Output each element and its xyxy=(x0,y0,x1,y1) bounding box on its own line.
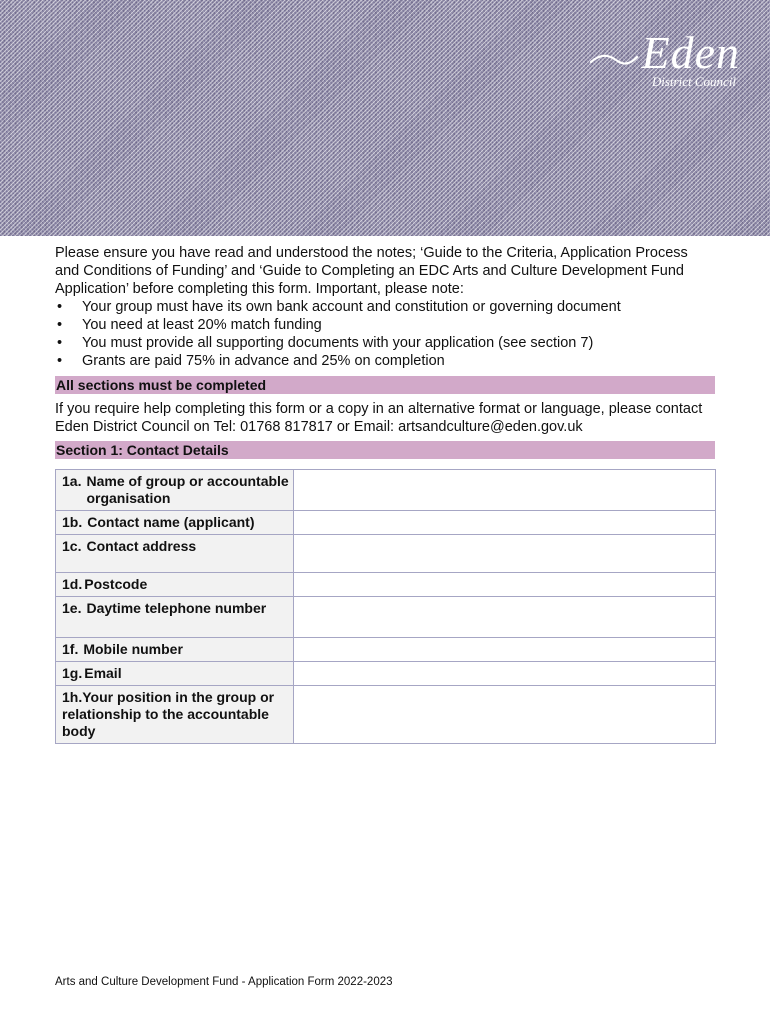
contact-name-field[interactable] xyxy=(294,511,716,535)
table-row xyxy=(56,597,716,638)
field-label-cell xyxy=(56,597,294,638)
field-label-cell xyxy=(56,638,294,662)
logo-wordmark: Eden xyxy=(641,27,740,78)
field-number: 1d. xyxy=(62,576,83,592)
daytime-telephone-field[interactable] xyxy=(294,597,716,638)
field-label-cell xyxy=(56,662,294,686)
table-row xyxy=(56,511,716,535)
requirements-list xyxy=(55,298,715,370)
field-label-cell xyxy=(56,535,294,573)
logo-subtitle: District Council xyxy=(651,74,736,89)
field-number: 1g. xyxy=(62,665,83,681)
page-footer: Arts and Culture Development Fund - Application Form 2022-2023 xyxy=(55,976,393,988)
section-1-heading: Section 1: Contact Details xyxy=(55,441,715,459)
field-label-cell xyxy=(56,470,294,511)
field-number: 1e. xyxy=(62,600,82,616)
table-row xyxy=(56,638,716,662)
field-label: Name of group or accountable organisation xyxy=(86,473,289,506)
mobile-number-field[interactable] xyxy=(294,638,716,662)
field-label: Postcode xyxy=(84,576,148,592)
group-name-field[interactable] xyxy=(294,470,716,511)
field-label-cell xyxy=(56,573,294,597)
all-sections-notice: All sections must be completed xyxy=(55,376,715,394)
table-row xyxy=(56,470,716,511)
requirement-item: • Your group must have its own bank account and constitution or governing document xyxy=(55,298,715,316)
field-number: 1a. xyxy=(62,473,82,489)
field-label-cell xyxy=(56,686,294,744)
field-label: Mobile number xyxy=(83,641,183,657)
field-label: Contact address xyxy=(86,538,197,554)
eden-district-council-logo xyxy=(590,26,740,96)
eden-swash-logo-icon xyxy=(590,52,638,66)
intro-paragraph: Please ensure you have read and understood the notes; ‘Guide to the Criteria, Application Process and Conditions of Funding’ and ‘Guide to Completing an EDC Arts and Culture Development Fund Application’ before completing this form. Important, please note: xyxy=(55,245,688,297)
requirement-item: • You need at least 20% match funding xyxy=(55,316,715,334)
requirement-item: • You must provide all supporting documents with your application (see section 7) xyxy=(55,334,715,352)
field-label-cell xyxy=(56,511,294,535)
field-label: Contact name (applicant) xyxy=(87,514,255,530)
position-in-group-field[interactable] xyxy=(294,686,716,744)
field-number: 1h. xyxy=(62,689,83,705)
table-row xyxy=(56,686,716,744)
header-banner xyxy=(0,0,770,236)
intro-section xyxy=(55,244,715,370)
contact-details-table xyxy=(55,469,716,744)
table-row xyxy=(56,573,716,597)
postcode-field[interactable] xyxy=(294,573,716,597)
help-paragraph: If you require help completing this form or a copy in an alternative format or language, please contact Eden District Council on Tel: 01768 817817 or Email: artsandculture@eden.gov.uk xyxy=(55,401,703,435)
requirement-item: • Grants are paid 75% in advance and 25% on completion xyxy=(55,352,715,370)
field-number: 1f. xyxy=(62,641,79,657)
field-number: 1c. xyxy=(62,538,82,554)
field-label: Email xyxy=(84,665,122,681)
field-label: Your position in the group or relationship to the accountable body xyxy=(62,689,275,739)
table-row xyxy=(56,662,716,686)
contact-address-field[interactable] xyxy=(294,535,716,573)
email-field[interactable] xyxy=(294,662,716,686)
table-row xyxy=(56,535,716,573)
field-number: 1b. xyxy=(62,514,83,530)
field-label: Daytime telephone number xyxy=(86,600,267,616)
